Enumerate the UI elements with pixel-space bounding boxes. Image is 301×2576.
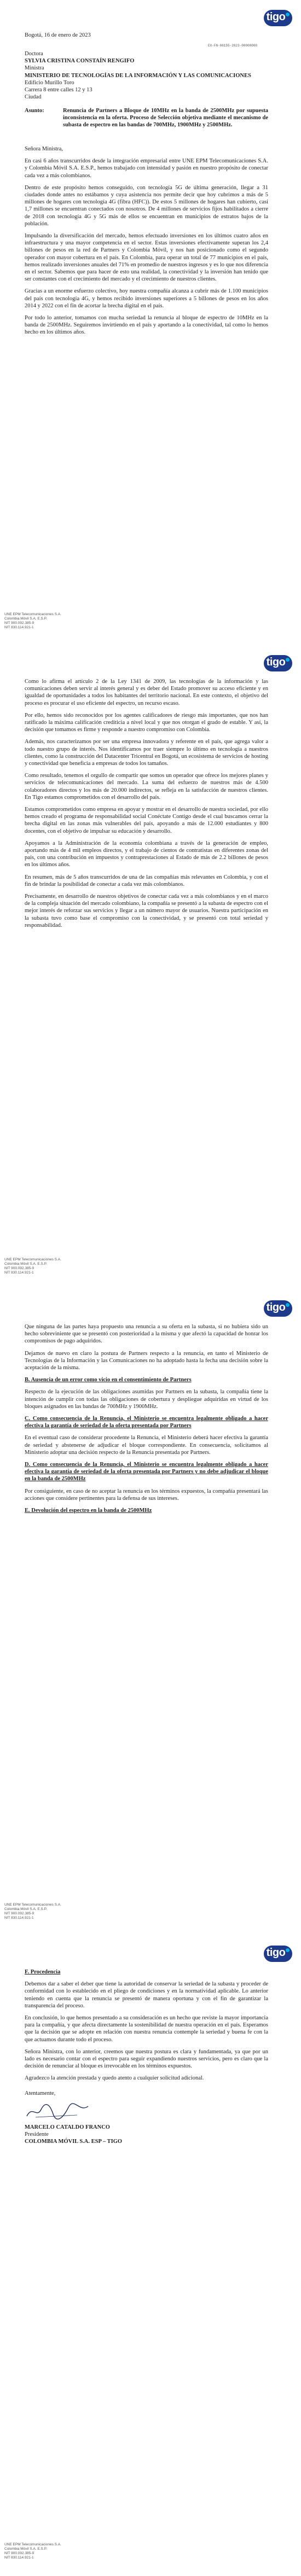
radicado-reference: EX-FN-06155-2023-00000000	[208, 44, 258, 48]
footer-line: NIT 900.092.385-9	[4, 1266, 34, 1270]
recipient-line: SYLVIA CRISTINA CONSTAÍN RENGIFO	[25, 58, 135, 65]
recipient-line: Ministra	[25, 65, 44, 72]
body-paragraph: Precisamente, en desarrollo de nuestros objetivos de conectar cada vez a más colombianos y en el marco de la compleja situación del mercado colombiano, la compañía se presentó a la subasta de espectro con el mejor interés de reforzar sus servicios y llegar a un número mayor de usuarios. Nuestra participación en la subasta tuvo como base el compromiso con la conectividad, y se presentó con total seriedad y responsabilidad.	[25, 893, 268, 928]
footer-line: NIT 830.114.921-1	[4, 626, 34, 629]
footer-line: NIT 900.092.385-9	[4, 621, 34, 625]
footer-line: Colombia Móvil S.A. E.S.P.	[4, 1262, 47, 1266]
page-footer	[4, 612, 61, 630]
letter-body-1	[25, 145, 268, 341]
body-paragraph: Por consiguiente, en caso de no aceptar la renuncia en los términos expuestos, la compañía presentará las acciones que considere pertinentes para la defensa de sus intereses.	[25, 1488, 268, 1502]
body-paragraph: En el eventual caso de considerar procedente la Renuncia, el Ministerio deberá hacer efectiva la garantía de seriedad y abstenerse de adjudicar el bloque correspondiente. En consecuencia, solicitamos al Ministerio adoptar una decisión respecto de la Renuncia presentada por Partners.	[25, 1435, 268, 1456]
page-4	[0, 1936, 301, 2576]
body-paragraph: Por ello, hemos sido reconocidos por los agentes calificadores de riesgo más importantes, que nos han ratificado la máxima calificación crediticia a nivel local y que nos otorgan el grado de estable. Y así, la decisión que tomamos es firme y responde a nuestro compromiso con Colombia.	[25, 712, 268, 733]
body-paragraph: En resumen, más de 5 años transcurridos de una de las compañías más relevantes en Colombia, y con el fin de brindar la posibilidad de conectar a cada vez más colombianos.	[25, 874, 268, 887]
signature-image	[25, 2102, 268, 2124]
closing: Atentamente,	[25, 2090, 56, 2096]
body-paragraph: Agradezco la atención prestada y quedo atento a cualquier solicitud adicional.	[25, 2075, 204, 2082]
footer-line: Colombia Móvil S.A. E.S.P.	[4, 1907, 47, 1911]
footer-line: NIT 830.114.921-1	[4, 1916, 34, 1920]
signer-title: Presidente	[25, 2131, 49, 2138]
footer-line: NIT 900.092.385-9	[4, 2551, 34, 2555]
footer-line: NIT 830.114.921-1	[4, 1271, 34, 1275]
body-paragraph: Que ninguna de las partes haya propuesto una renuncia a su oferta en la subasta, si no hubiera sido un hecho sobreviniente que se presentó con posterioridad a la misma y que afectó la capacidad de honrar los compromisos de pago adquiridos.	[25, 1324, 268, 1345]
page-footer	[4, 1258, 61, 1275]
letter-body-3	[25, 1323, 268, 1519]
subject-text: Renuncia de Partners a Bloque de 10MHz en la banda de 2500MHz por supuesta inconsistencia en la oferta. Proceso de Selección objetiva mediante el mecanismo de subasta de espectro en las bandas de 700MHz, 1900MHz y 2500MHz.	[63, 108, 268, 128]
body-paragraph: Impulsando la diversificación del mercado, hemos efectuado inversiones en los últimos cuatro años en infraestructura y una mayor competencia en el sector. Estas inversiones efectivamente superan los 2,4 billones de pesos en la red de Partners y Colombia Móvil, y nos han posicionado como el segundo operador con mayor cobertura en el país. En Colombia, para operar un total de 77 municipios en el país, hemos realizado inversiones anuales del 71% en promedio de nuestros ingresos y es lo que nos diferencia en el sector. Sabemos que para hacer de esto una realidad, la conectividad y la inversión han tenido que ser constantes con el crecimiento del mercado y el crecimiento de nuestros clientes.	[25, 233, 268, 283]
subject-block	[25, 107, 268, 129]
signer-company: COLOMBIA MÓVIL S.A. ESP – TIGO	[25, 2139, 123, 2145]
section-heading: C. Como consecuencia de la Renuncia, el Ministerio se encuentra legalmente obligado a hacer efectiva la garantía de seriedad de la oferta presentada por Partners	[25, 1416, 268, 1429]
section-heading: F. Procedencia	[25, 1969, 61, 1975]
section-heading: D. Como consecuencia de la Renuncia, el Ministerio se encuentra legalmente obligado a hacer efectiva la garantía de seriedad de la oferta presentada por Partners y no debe adjudicar el bloque en la banda de 2500MHz	[25, 1462, 268, 1482]
footer-line: UNE EPM Telecomunicaciones S.A.	[4, 612, 61, 616]
page-footer	[4, 2543, 61, 2560]
recipient-line: Doctora	[25, 51, 43, 57]
body-paragraph: Estamos comprometidos como empresa en apoyar y mostrar en el desarrollo de nuestra sociedad, por ello hemos creado el programa de responsabilidad social Conéctate Contigo desde el cual buscamos cerrar la brecha digital en las zonas más vulnerables del país, apoyando a más de 12.000 estudiantes y 800 docentes, con el objetivo de impulsar su educación y desarrollo.	[25, 807, 268, 834]
footer-line: UNE EPM Telecomunicaciones S.A.	[4, 1258, 61, 1261]
body-paragraph: En conclusión, lo que hemos presentado a su consideración es un hecho que reviste la mayor importancia para la compañía, y que afecta directamente la sostenibilidad de nuestra operación en el país. Esperamos que la decisión que se adopte en relación con nuestra renuncia contemple la seriedad y buena fe con la que actuamos durante todo el proceso.	[25, 2015, 268, 2043]
section-heading: B. Ausencia de un error como vicio en el consentimiento de Partners	[25, 1377, 192, 1383]
footer-line: NIT 900.092.385-9	[4, 1912, 34, 1915]
recipient-line: Carrera 8 entre calles 12 y 13	[25, 87, 92, 94]
body-paragraph: Como lo afirma el artículo 2 de la Ley 1341 de 2009, las tecnologías de la información y las comunicaciones deben servir al interés general y es deber del Estado promover su acceso eficiente y en igualdad de oportunidades a todos los habitantes del territorio nacional. En este contexto, el objetivo del proceso es procurar el uso eficiente del espectro, un recurso escaso.	[25, 679, 268, 706]
footer-line: UNE EPM Telecomunicaciones S.A.	[4, 1903, 61, 1907]
body-paragraph: Apoyamos a la Administración de la economía colombiana a través de la generación de empleo, aportando más de 4 mil empleos directos, y el trabajo de cientos de contratistas en diferentes zonas del país, con una contribución en impuestos y contraprestaciones al Estado de más de 2.2 billones de pesos en los últimos años.	[25, 840, 268, 868]
footer-line: UNE EPM Telecomunicaciones S.A.	[4, 2543, 61, 2546]
body-paragraph: Como resultado, tenemos el orgullo de compartir que somos un operador que ofrece los mejores planes y servicios de telecomunicaciones del mercado. La suma del esfuerzo de nuestros más de 4.500 colaboradores directos y los más de 20.000 indirectos, se refleja en la satisfacción de nuestros clientes. En Tigo estamos comprometidos con el desarrollo del país.	[25, 773, 268, 801]
body-paragraph: En casi 6 años transcurridos desde la integración empresarial entre UNE EPM Telecomunicaciones S.A. y Colombia Móvil S.A. E.S.P., hemos trabajado con intensidad y pasión en nuestro propósito de conectar cada vez a más colombianos.	[25, 158, 268, 179]
page-2	[0, 645, 301, 1290]
body-paragraph: Además, nos caracterizamos por ser una empresa innovadora y referente en el país, que agrega valor a todo nuestro grupo de interés. Nos identificamos por traer siempre lo último en tecnología a nuestros clientes, como la construcción del Datacenter Tricentral en Bogotá, un ecosistema de servicios de hosting y conectividad que beneficia a empresas de todos los tamaños.	[25, 739, 268, 767]
footer-line: Colombia Móvil S.A. E.S.P.	[4, 617, 47, 621]
page-1	[0, 0, 301, 645]
recipient-line: MINISTERIO DE TECNOLOGÍAS DE LA INFORMACIÓN Y LAS COMUNICACIONES	[25, 72, 251, 79]
place-date: Bogotá, 16 de enero de 2023	[25, 32, 91, 38]
section-heading: E. Devolución del espectro en la banda de 2500MHz	[25, 1508, 152, 1514]
letter-body-2	[25, 678, 268, 934]
body-paragraph: Gracias a un enorme esfuerzo colectivo, hoy nuestra compañía alcanza a cubrir más de 1.100 municipios del país con tecnología 4G, y hemos recibido inversiones superiores a 5 billones de pesos en los años 2014 y 2022 con el fin de acortar la brecha digital en el país.	[25, 288, 268, 309]
signer-name: MARCELO CATALDO FRANCO	[25, 2124, 110, 2130]
recipient-block	[25, 50, 268, 101]
salutation: Señora Ministra,	[25, 146, 63, 152]
tigo-logo: tigo	[264, 10, 292, 26]
body-paragraph: Dejamos de nuevo en claro la postura de Partners respecto a la renuncia, en tanto el Ministerio de Tecnologías de la Información y las Comunicaciones no ha adoptado hasta la fecha una decisión sobre la aceptación de la misma.	[25, 1350, 268, 1371]
tigo-logo: tigo	[264, 1300, 292, 1317]
body-paragraph: Debemos dar a saber el deber que tiene la autoridad de conservar la seriedad de la subasta y proceder de conformidad con lo establecido en el pliego de condiciones y en la normatividad aplicable. Lo anterior teniendo en cuenta que la renuncia se presentó de manera oportuna y con el fin de garantizar la transparencia del proceso.	[25, 1981, 268, 2009]
body-paragraph: Respecto de la ejecución de las obligaciones asumidas por Partners en la subasta, la compañía tiene la intención de cumplir con todas las obligaciones de cobertura y despliegue adquiridas en virtud de los bloques asignados en las bandas de 700MHz y 1900MHz.	[25, 1389, 268, 1410]
footer-line: Colombia Móvil S.A. E.S.P.	[4, 2547, 47, 2551]
footer-line: NIT 830.114.921-1	[4, 2556, 34, 2560]
body-paragraph: Señora Ministra, con lo anterior, creemos que nuestra postura es clara y fundamentada, ya que por un lado es necesario contar con el espectro para seguir expandiendo nuestros servicios, pero es claro que la decisión de renunciar al bloque es irrevocable en los términos expuestos.	[25, 2048, 268, 2070]
page-3	[0, 1290, 301, 1936]
recipient-line: Edificio Murillo Toro	[25, 79, 74, 86]
recipient-line: Ciudad	[25, 94, 42, 101]
page-footer	[4, 1903, 61, 1920]
letter-header	[25, 32, 268, 39]
letter-body-4	[25, 1968, 268, 2145]
body-paragraph: Dentro de este propósito hemos conseguido, con tecnología 5G de última generación, llegar a 31 ciudades donde antes no estábamos y cuya asistencia nos permite decir que hoy cubrimos a más de 5 millones de hogares con tecnología 4G (fibra (HFC)). De estos 5 millones de hogares han cubierto, casi 1,7 millones se encuentran conectados con nosotros. De 4 millones de servicios fijos habilitados a cierre de 2018 con tecnología 4G y 5G más de ellos se encuentran en municipios de estratos bajos de la población.	[25, 184, 268, 227]
subject-label: Asunto:	[25, 108, 44, 114]
body-paragraph: Por todo lo anterior, tomamos con mucha seriedad la renuncia al bloque de espectro de 10MHz en la banda de 2500MHz. Seguiremos invirtiendo en el país y aportando a la conectividad, tal como lo hemos hecho en los últimos años.	[25, 315, 268, 336]
tigo-logo: tigo	[264, 655, 292, 671]
tigo-logo: tigo	[264, 1946, 292, 1962]
